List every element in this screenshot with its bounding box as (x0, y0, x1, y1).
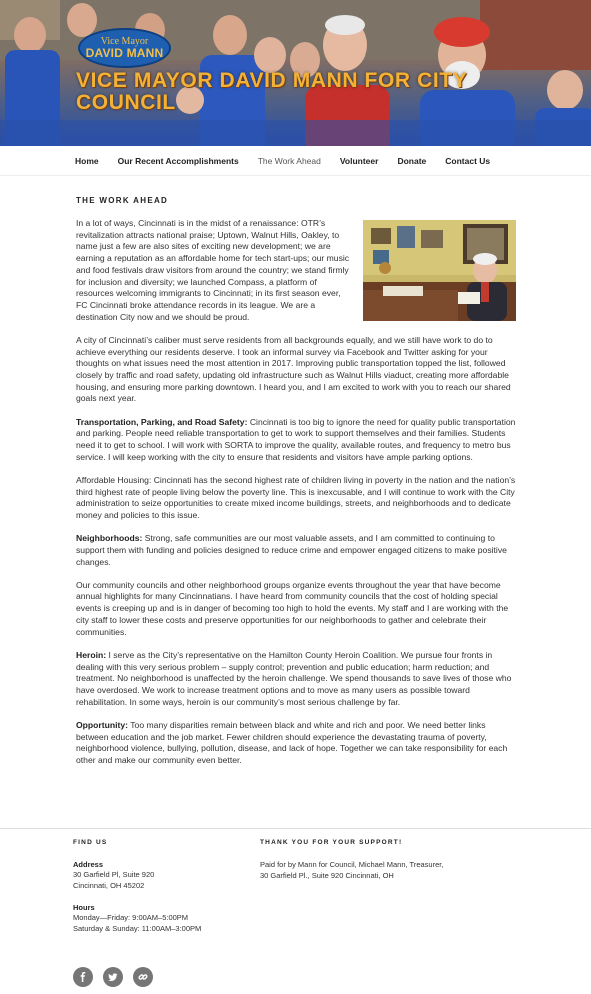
find-us-widget (73, 839, 201, 934)
logo-name: DAVID MANN (85, 46, 164, 60)
opportunity-label: Opportunity: (76, 719, 129, 730)
heroin-paragraph (76, 650, 516, 709)
opportunity-paragraph (76, 720, 516, 767)
site-title[interactable]: VICE MAYOR DAVID MANN FOR CITY COUNCIL (76, 69, 467, 114)
logo-subtitle: Vice Mayor (100, 36, 149, 47)
site-header (0, 0, 591, 146)
twitter-icon[interactable] (103, 967, 123, 987)
intro-paragraph: In a lot of ways, Cincinnati is in the midst of a renaissance: OTR’s revitalization attracts national praise; Uptown, Walnut Hills, Oakley, to name just a few are also sites of exciting new development; we are earning a reputation as an affordable home for tech start-ups; our music and food festivals draw visitors from around the country; we stand firmly for inclusion and diversity; we launched Compass, a platform of resources welcoming immigrants to Cincinnati; in its first season ever, FC Cincinnati broke attendance records in its league. We are a destination City now and we should be proud. (76, 218, 350, 322)
nav-volunteer[interactable]: Volunteer (339, 155, 379, 166)
page-title: THE WORK AHEAD (76, 196, 169, 205)
survey-paragraph: A city of Cincinnati’s caliber must serve residents from all backgrounds equally, and we still have work to do to achieve everything our residents deserve. I took an informal survey via Facebook and Twitter asking for your thoughts on what issues need the most attention in 2017. Improving public transportation topped the list, followed closely by traffic and road safety, updating old infrastructure such as Walnut Hills viaduct, creating more affordable housing, and ensuring more parking downtown. I heard you, and I am excited to work with you to reach our shared goals next year. (76, 334, 511, 404)
address-line-1: 30 Garfield Pl, Suite 920 (73, 870, 155, 879)
link-icon[interactable] (133, 967, 153, 987)
nav-contact[interactable]: Contact Us (445, 155, 491, 166)
intro-block (76, 218, 516, 335)
transportation-text: Cincinnati is too big to ignore the need for quality public transportation and parking. People need reliable transportation to get to work to support themselves and their families. Students need it to get to school. I will work with SORTA to improve the quality, available routes, and frequency to metro bus service. I will keep working with the city to ensure that residents and visitors have ample parking options. (76, 416, 516, 462)
find-us-heading: FIND US (73, 839, 108, 846)
neighborhoods-label: Neighborhoods: (76, 533, 143, 544)
heroin-text: I serve as the City’s representative on the Hamilton County Heroin Coalition. We pursue four fronts in dealing with this very serious problem – supply control; prevention and public education; harm reduction; and treatment. No neighborhood is unaffected by the heroin challenge. We spend thousands to save lives of those who have overdosed. We work to increase treatment options and to move as many users as possible toward rehabilitation. In some ways, heroin is our community’s most serious challenge by far. (76, 649, 512, 707)
main-content (76, 196, 516, 778)
nav-accomplishments[interactable]: Our Recent Accomplishments (117, 155, 239, 166)
paid-for-line-1: Paid for by Mann for Council, Michael Mann, Treasurer, (260, 860, 444, 869)
neighborhoods-text: Strong, safe communities are our most valuable assets, and I am committed to continuing to support them with funding and policies designed to reduce crime and empower engaged citizens to make positive changes. (76, 533, 507, 567)
transportation-label: Transportation, Parking, and Road Safety: (76, 416, 248, 427)
campaign-logo[interactable] (78, 28, 171, 68)
nav-donate[interactable]: Donate (397, 155, 427, 166)
site-footer (0, 828, 591, 994)
hours-label: Hours (73, 903, 95, 912)
hours-line-1: Monday—Friday: 9:00AM–5:00PM (73, 913, 189, 922)
nav-work-ahead[interactable]: The Work Ahead (257, 155, 321, 166)
address-label: Address (73, 860, 104, 869)
councils-paragraph: Our community councils and other neighborhood groups organize events throughout the year that have become annual highlights for many Cincinnatians. I have heard from community councils that the cost of holding special events is creeping up and is in danger of becoming too high to hold the events. My staff and I are working with the city staff to lower these costs and preserve opportunities for our neighborhoods to gather and celebrate their communities. (76, 579, 509, 637)
social-links (73, 967, 163, 987)
opportunity-text: Too many disparities remain between black and white and rich and poor. We need better links between education and the job market. Fewer children should experience the devastating trauma of poverty, neighborhood violence, bullying, pollution, disease, and lack of hope. Together we can take responsibility for each other and make our community even better. (76, 719, 508, 765)
thanks-widget (260, 839, 443, 881)
transportation-paragraph (76, 417, 516, 464)
paid-for-line-2: 30 Garfield Pl., Suite 920 Cincinnati, OH (260, 870, 394, 880)
heroin-label: Heroin: (76, 649, 107, 660)
hours-line-2: Saturday & Sunday: 11:00AM–3:00PM (73, 923, 202, 933)
nav-home[interactable]: Home (75, 155, 99, 166)
thanks-heading: THANK YOU FOR YOUR SUPPORT! (260, 839, 403, 846)
facebook-icon[interactable] (73, 967, 93, 987)
office-photo (363, 220, 516, 321)
housing-paragraph: Affordable Housing: Cincinnati has the second highest rate of children living in poverty in the nation and the nation’s third highest rate of people living below the poverty line. This is inexcusable, and I will continue to work with the City administration to seize opportunities to create mixed income buildings, streets, and neighborhoods and to dedicate money and policies to this issue. (76, 474, 516, 520)
neighborhoods-paragraph (76, 533, 516, 568)
main-navigation (0, 146, 591, 176)
address-line-2: Cincinnati, OH 45202 (73, 880, 145, 890)
